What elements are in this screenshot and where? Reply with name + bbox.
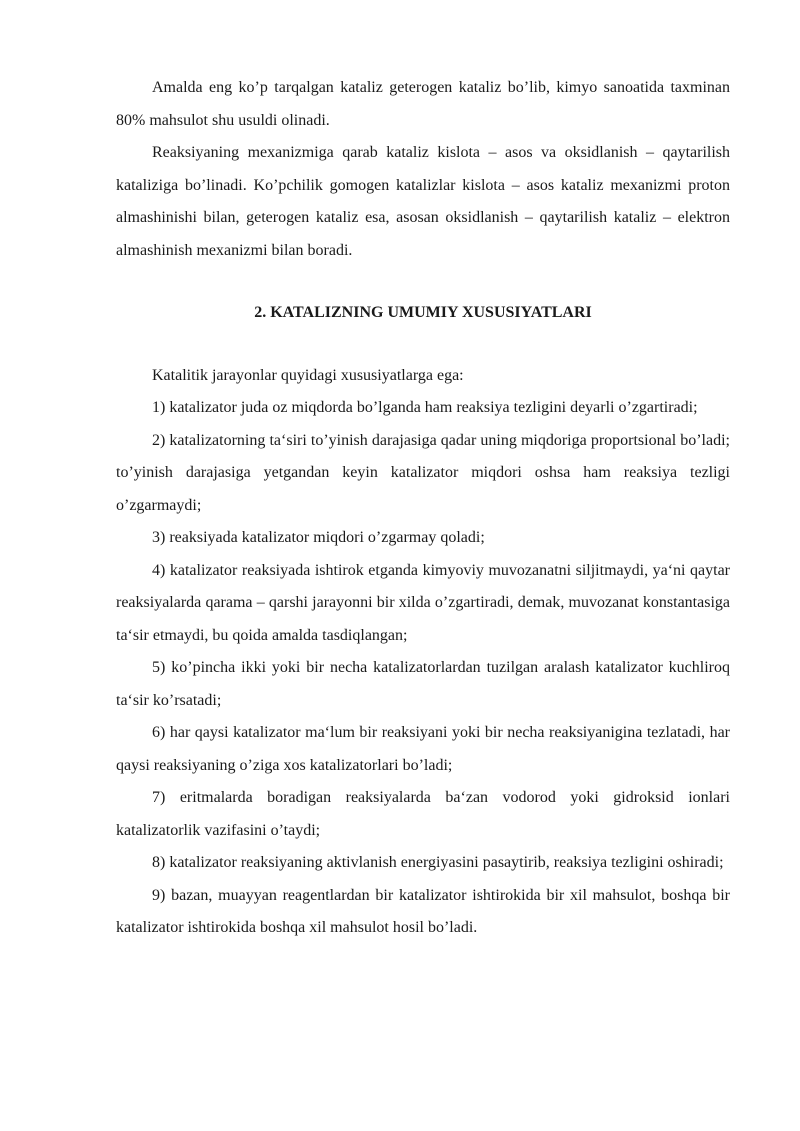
list-item-6: 6) har qaysi katalizator ma‘lum bir reaksiyani yoki bir necha reaksiyanigina tezlatadi, har qaysi reaksiyaning o’ziga xos katalizatorlari bo’ladi; — [116, 724, 730, 774]
list-item-4: 4) katalizator reaksiyada ishtirok etganda kimyoviy muvozanatni siljitmaydi, ya‘ni qaytar reaksiyalarda qarama – qarshi jarayonni bir xilda o’zgartiradi, demak, muvozanat konstantasiga ta‘sir etmaydi, bu qoida amalda tasdiqlangan; — [116, 561, 730, 644]
document-page — [116, 72, 730, 945]
intro-paragraph-1: Amalda eng ko’p tarqalgan kataliz geterogen kataliz bo’lib, kimyo sanoatida taxminan 80% mahsulot shu usuldi olinadi. — [116, 79, 730, 129]
intro-paragraph-2: Reaksiyaning mexanizmiga qarab kataliz kislota – asos va oksidlanish – qaytarilish kataliziga bo’linadi. Ko’pchilik gomogen katalizlar kislota – asos kataliz mexanizmi proton almashinishi bilan, geterogen kataliz esa, asosan oksidlanish – qaytarilish kataliz – elektron almashinish mexanizmi bilan boradi. — [116, 144, 730, 259]
section-heading: 2. KATALIZNING UMUMIY XUSUSIYATLARI — [254, 304, 592, 321]
list-item-3: 3) reaksiyada katalizator miqdori o’zgarmay qoladi; — [152, 529, 485, 546]
spacer — [116, 267, 730, 297]
list-item-9: 9) bazan, muayyan reagentlardan bir katalizator ishtirokida bir xil mahsulot, boshqa bir katalizator ishtirokida boshqa xil mahsulot hosil bo’ladi. — [116, 886, 730, 936]
list-item-2: 2) katalizatorning ta‘siri to’yinish darajasiga qadar uning miqdoriga proportsional bo’ladi; to’yinish darajasiga yetgandan keyin katalizator miqdori oshsa ham reaksiya tezligi o’zgarmaydi; — [116, 431, 730, 514]
list-item-8: 8) katalizator reaksiyaning aktivlanish energiyasini pasaytirib, reaksiya tezligini oshiradi; — [152, 854, 724, 871]
section-intro: Katalitik jarayonlar quyidagi xususiyatlarga ega: — [152, 366, 464, 384]
spacer — [116, 330, 730, 360]
list-item-5: 5) ko’pincha ikki yoki bir necha katalizatorlardan tuzilgan aralash katalizator kuchliroq ta‘sir ko’rsatadi; — [116, 659, 730, 709]
list-item-7: 7) eritmalarda boradigan reaksiyalarda ba‘zan vodorod yoki gidroksid ionlari katalizatorlik vazifasini o’taydi; — [116, 789, 730, 839]
list-item-1: 1) katalizator juda oz miqdorda bo’lganda ham reaksiya tezligini deyarli o’zgartiradi; — [152, 399, 698, 416]
